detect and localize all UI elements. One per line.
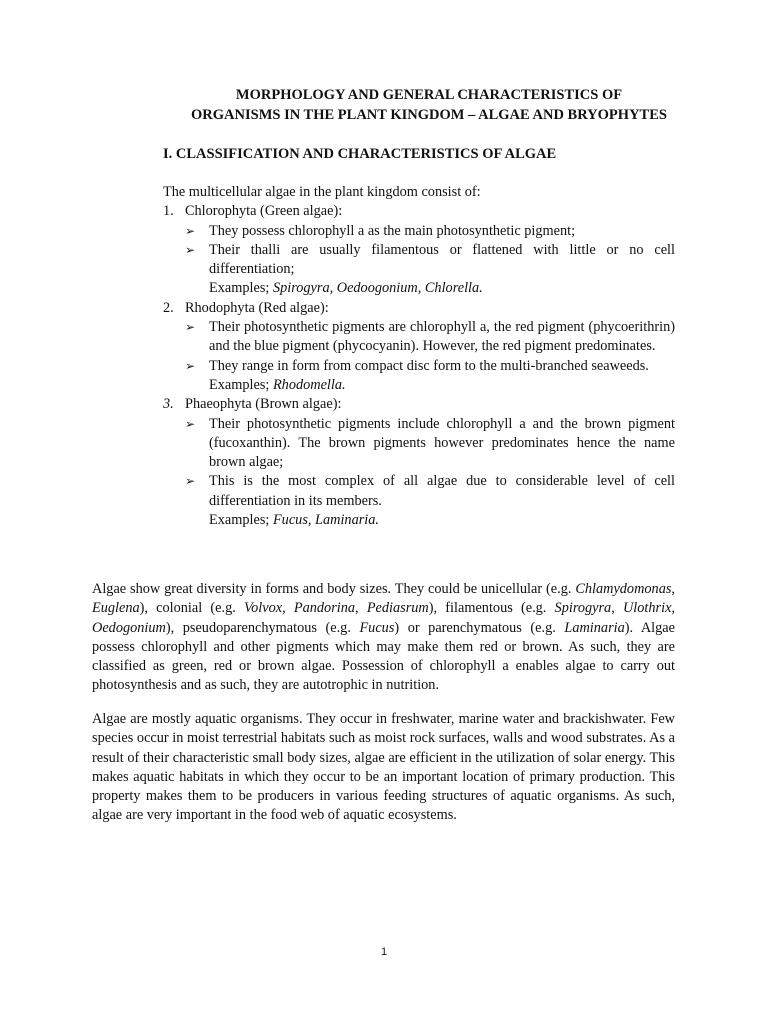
examples-line: Examples; Spirogyra, Oedoogonium, Chlorella. (209, 280, 483, 297)
group-item-chlorophyta (163, 202, 675, 221)
title-line-2: ORGANISMS IN THE PLANT KINGDOM – ALGAE AND BRYOPHYTES (191, 107, 667, 123)
arrow-bullet-icon: ➢ (185, 474, 196, 489)
arrow-bullet-icon: ➢ (185, 416, 196, 431)
examples-line: Examples; Rhodomella. (209, 376, 346, 393)
document-title (92, 85, 766, 125)
examples-species: Spirogyra, Oedoogonium, Chlorella. (272, 280, 483, 297)
group-name: Chlorophyta (Green algae): (185, 203, 343, 220)
paragraph-diversity: Algae show great diversity in forms and body sizes. They could be unicellular (e.g. Chlamydomonas, Euglena), colonial (e.g. Volvox, Pandorina, Pediasrum), filamentous (e.g. Spirogyra, Ulothrix, Oedogonium), pseudoparenchymatous (e.g. Fucus) or parenchymatous (e.g. Laminaria). Algae possess chlorophyll and other pigments which may make them red or brown. As such, they are classified as green, red or brown algae. Possession of chlorophyll a enables algae to carry out photosynthesis and as such, they are autotrophic in nutrition. (92, 581, 676, 694)
classification-list (163, 183, 675, 530)
arrow-bullet-icon: ➢ (185, 320, 196, 335)
title-line-1: MORPHOLOGY AND GENERAL CHARACTERISTICS OF (235, 87, 623, 103)
group-number: 2. (163, 299, 174, 316)
arrow-bullet-icon: ➢ (185, 358, 196, 373)
bullet-item: ➢ They range in form from compact disc form to the multi-branched seaweeds. (163, 357, 675, 376)
bullet-item: ➢ Their thalli are usually filamentous or flattened with little or no cell differentiation; (185, 241, 675, 278)
examples-species: Rhodomella. (272, 376, 346, 393)
group-item-phaeophyta (163, 395, 675, 414)
paragraph-habitat: Algae are mostly aquatic organisms. They occur in freshwater, marine water and brackishwater. Few species occur in moist terrestrial habitats such as moist rock surfaces, walls and wood substrates. As a result of their characteristic small body sizes, algae are efficient in the utilization of solar energy. This makes aquatic habitats in which they occur to be an important location of primary production. This property makes them to be producers in various feeding structures of aquatic organisms. As such, algae are very important in the food web of aquatic ecosystems. (92, 711, 675, 824)
examples-species: Fucus, Laminaria. (272, 512, 379, 529)
arrow-bullet-icon: ➢ (185, 242, 196, 257)
examples-line: Examples; Fucus, Laminaria. (209, 512, 379, 529)
bullet-item: ➢ Their photosynthetic pigments are chlorophyll a, the red pigment (phycoerithrin) and the blue pigment (phycocyanin). However, the red pigment predominates. (185, 319, 675, 355)
bullet-item: ➢ This is the most complex of all algae due to considerable level of cell differentiation in its members. (185, 473, 675, 509)
intro-sentence: The multicellular algae in the plant kingdom consist of: (163, 184, 481, 200)
group-item-rhodophyta (163, 299, 675, 318)
page-number: 1 (380, 946, 388, 958)
bullet-item: ➢ They possess chlorophyll a as the main photosynthetic pigment; (163, 222, 675, 241)
group-name: Rhodophyta (Red algae): (185, 299, 329, 316)
group-number: 1. (163, 203, 174, 220)
group-number: 3. (163, 396, 174, 413)
group-name: Phaeophyta (Brown algae): (185, 396, 342, 413)
section-heading: I. CLASSIFICATION AND CHARACTERISTICS OF ALGAE (163, 146, 557, 162)
bullet-item: ➢ Their photosynthetic pigments include chlorophyll a and the brown pigment (fucoxanthin). The brown pigments however predominates hence the name brown algae; (185, 415, 675, 471)
arrow-bullet-icon: ➢ (185, 223, 196, 238)
